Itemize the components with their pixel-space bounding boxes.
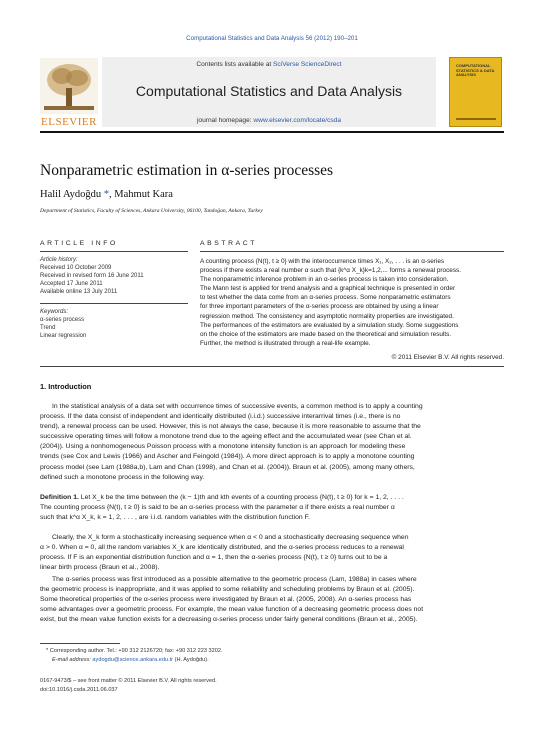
keyword: α-series process: [40, 317, 85, 323]
homepage-link[interactable]: www.elsevier.com/locate/csda: [253, 117, 342, 124]
email-link[interactable]: aydogdu@science.ankara.edu.tr: [92, 657, 174, 663]
abstract-line: for three important parameters of the α-series process are obtained by using a linear: [200, 303, 439, 311]
keywords: [40, 308, 188, 340]
contents-line: [102, 61, 436, 68]
doi-line[interactable]: doi:10.1016/j.csda.2011.06.037: [40, 687, 118, 693]
abstract-line: process if there exists a real number α such that {k^α X_k}k=1,2,... forms a renewal process.: [200, 267, 461, 275]
publisher-name: ELSEVIER: [41, 116, 97, 128]
journal-citation[interactable]: Computational Statistics and Data Analysis 56 (2012) 190–201: [186, 35, 358, 42]
para-line: exist, but the mean value function exists for a decreasing α-series process under fairly general conditions (Braun et al., 2005).: [40, 616, 418, 624]
para-line: linear birth process (Braun et al., 2008).: [40, 564, 160, 572]
footnote-rule: [40, 643, 120, 644]
introduction-heading: 1. Introduction: [40, 382, 92, 391]
history-item: Available online 13 July 2011: [40, 289, 118, 295]
definition-label: Definition 1.: [40, 494, 79, 501]
author-1: Halil Aydoğdu: [40, 189, 102, 200]
abstract-bottom-rule: [40, 366, 504, 367]
email-footnote: [52, 656, 209, 664]
article-title: Nonparametric estimation in α-series processes: [40, 162, 334, 179]
author-2: , Mahmut Kara: [109, 189, 173, 200]
email-label: E-mail address:: [52, 657, 93, 663]
abstract-line: on the choice of the estimators are made based on the theoretical and simulation results.: [200, 330, 452, 338]
para-line: trends (see Cox and Lewis (1966) and Ascher and Feingold (1984)). A more direct approach is to apply a monotone counting: [40, 453, 415, 461]
keywords-rule: [40, 303, 188, 304]
abstract-line: The nonparametric inference problem in an α-series process is taken into consideration.: [200, 276, 449, 284]
contents-prefix: Contents lists available at: [196, 61, 274, 68]
para-line: Clearly, the X_k form a stochastically increasing sequence when α < 0 and a stochastically decreasing sequence when: [52, 534, 409, 541]
para-line: process. If F is an exponential distribution function and α = 1, then the α-series process {N(t), t ≥ 0} turns out to be a: [40, 554, 388, 562]
para-line: defined such a monotone process in the following way.: [40, 473, 205, 481]
corresponding-footnote: * Corresponding author. Tel.: +90 312 2126720; fax: +90 312 223 3202.: [46, 648, 223, 654]
article-history: [40, 256, 188, 296]
article-info-heading: ARTICLE INFO: [40, 240, 118, 247]
cover-title: COMPUTATIONAL STATISTICS & DATA ANALYSIS: [456, 63, 495, 78]
intro-paragraph-3: [40, 575, 504, 625]
abstract-copyright: © 2011 Elsevier B.V. All rights reserved.: [391, 354, 504, 361]
homepage-prefix: journal homepage:: [196, 117, 254, 124]
issn-line: 0167-9473/$ – see front matter © 2011 Elsevier B.V. All rights reserved.: [40, 678, 217, 684]
abstract-rule: [200, 251, 504, 252]
abstract-line: Further, the method is illustrated through a real-life example.: [200, 339, 371, 347]
affiliation: Department of Statistics, Faculty of Sciences, Ankara University, 06100, Tandoğan, Ankara, Turkey: [40, 208, 263, 214]
elsevier-tree-logo: [40, 58, 98, 114]
abstract-line: A counting process {N(t), t ≥ 0} with the interoccurrence times X₁, X₂, . . . is an α-series: [200, 258, 445, 265]
email-suffix: (H. Aydoğdu).: [173, 657, 209, 663]
header-rule: [40, 131, 504, 133]
para-line: such that k^α X_k, k = 1, 2, . . . , are i.i.d. random variables with the distribution function F.: [40, 514, 310, 522]
history-item: Received 10 October 2009: [40, 265, 112, 271]
keyword: Linear regression: [40, 333, 87, 339]
abstract-text: [200, 257, 504, 348]
article-info-rule: [40, 251, 188, 252]
sciencedirect-link[interactable]: SciVerse ScienceDirect: [273, 61, 342, 68]
para-line: the geometric process is inappropriate, and it was applied to some reliability and scheduling problems by Braun et al. (2005).: [40, 586, 415, 594]
journal-cover-thumbnail: [449, 57, 502, 127]
homepage-line: [102, 117, 436, 124]
keywords-label: Keywords:: [40, 309, 69, 315]
para-line: In the statistical analysis of a data set with occurrence times of successive events, a common method is to apply a counting: [52, 403, 423, 410]
para-line: The α-series process was first introduced as a possible alternative to the geometric process (Lam, 1988a) in cases where: [52, 576, 417, 583]
para-line: process model (see Lam (1988a,b), Lam and Chan (1998), and Chan et al. (2004)). Braun et al. (2005), among many others,: [40, 463, 415, 471]
abstract-line: regression method. The consistency and asymptotic normality properties are investigated.: [200, 312, 454, 320]
cover-decoration: [456, 118, 496, 120]
definition-text: Let X_k be the time between the (k − 1)th and kth events of a counting process {N(t), t ≥ 0} for k = 1, 2, . . . .: [78, 494, 404, 501]
para-line: some advantages over a geometric process. For example, the mean value function of a decreasing geometric process does not: [40, 606, 424, 614]
para-line: [40, 493, 504, 503]
abstract-line: The Mann test is applied for trend analysis and a graphical technique is presented in order: [200, 285, 456, 293]
corresponding-author-mark[interactable]: *: [101, 189, 110, 200]
abstract-line: to test whether the data come from an α-series process. Some nonparametric estimators: [200, 294, 451, 302]
definition-1: [40, 493, 504, 523]
journal-title: Computational Statistics and Data Analysis: [135, 83, 403, 99]
para-line: (2004)). Using a nonhomogeneous Poisson process with a monotone intensity function is an approach for modeling these: [40, 443, 406, 451]
para-line: trend), a renewal process can be used. However, this is not always the case, because it is more reasonable to assume that the: [40, 423, 421, 431]
authors-line: [40, 189, 173, 200]
para-line: α > 0. When α = 0, all the random variables X_k are identically distributed, and the α-series process reduces to a renewal: [40, 544, 404, 552]
history-item: Accepted 17 June 2011: [40, 281, 103, 287]
para-line: Some theoretical properties of the α-series process were investigated by Braun et al. (2005, 2008). An α-series process has: [40, 596, 412, 604]
para-line: process. If the data consist of independent and identically distributed (i.i.d.) successive interarrival times (i.e., there is no: [40, 413, 401, 421]
abstract-heading: ABSTRACT: [200, 240, 258, 247]
keyword: Trend: [40, 325, 56, 331]
intro-paragraph-1: [40, 402, 504, 483]
para-line: successive operating times will follow a monotone trend due to the ageing effect and the accumulated wear (see Chan et al.: [40, 433, 412, 441]
history-label: Article history:: [40, 257, 78, 263]
para-line: The counting process {N(t), t ≥ 0} is said to be an α-series process with the parameter α if there exists a real number α: [40, 504, 395, 512]
history-item: Received in revised form 16 June 2011: [40, 273, 144, 279]
abstract-line: The performances of the estimators are evaluated by a simulation study. Some suggestions: [200, 321, 459, 329]
intro-paragraph-2: [40, 533, 504, 573]
